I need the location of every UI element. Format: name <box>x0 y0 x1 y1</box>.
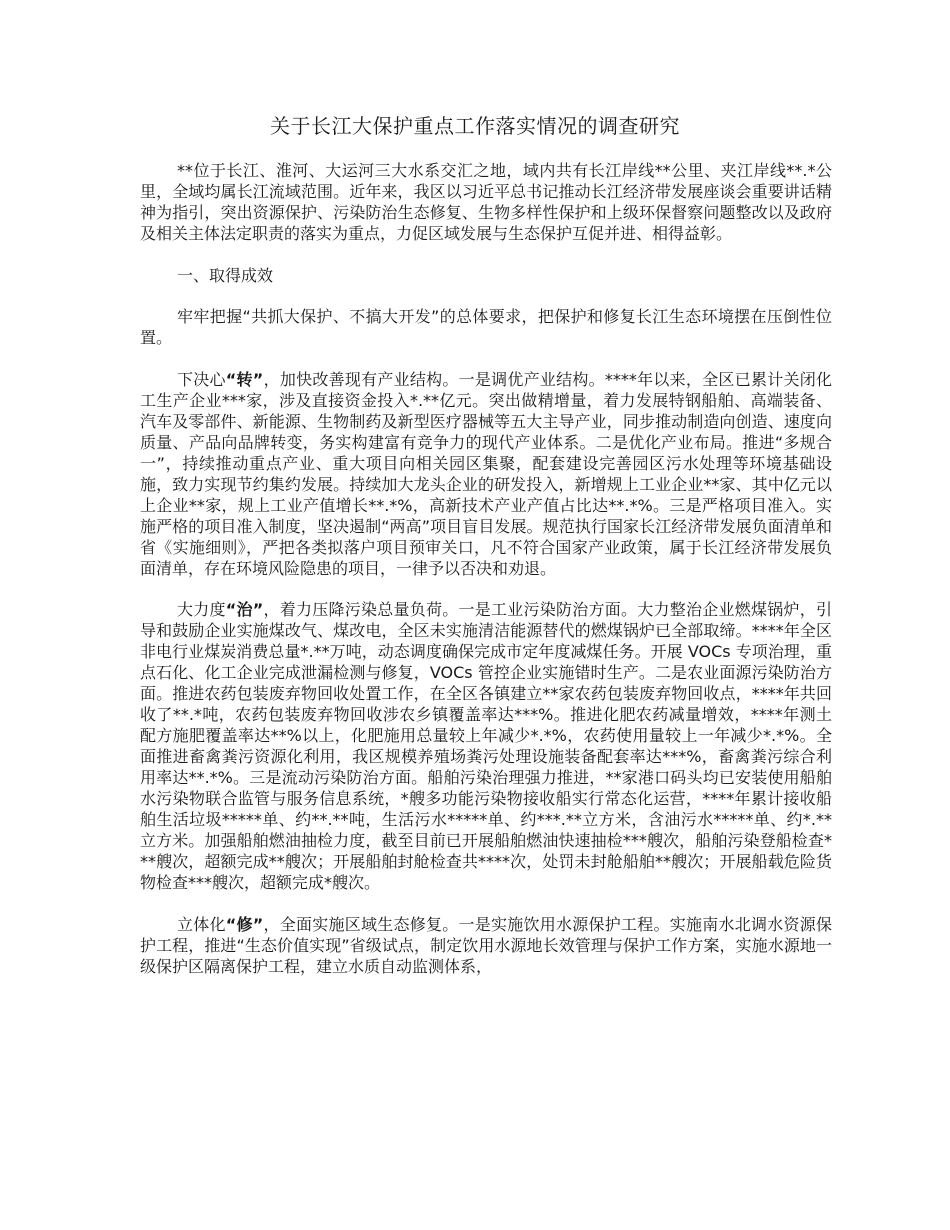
document-title: 关于长江大保护重点工作落实情况的调查研究 <box>270 114 680 138</box>
paragraph-lead-word: 大力度 <box>177 600 226 619</box>
paragraph-keyword: “治” <box>225 600 264 619</box>
paragraph-text: ，着力压降污染总量负荷。一是工业污染防治方面。大力整治企业燃煤锅炉，引导和鼓励企业实施煤改气、煤改电，全区未实施清洁能源替代的燃煤锅炉已全部取缔。****年全区非电行业煤炭消费总量*.**万吨，动态调度确保完成市定年度减煤任务。开展 VOCs 专项治理，重点石化、化工企业完成泄漏检测与修复，VOCs 管控企业实施错时生产。二是农业面源污染防治方面。推进农药包装废弃物回收处置工作，在全区各镇建立**家农药包装废弃物回收点，****年共回收了**.*吨，农药包装废弃物回收涉农乡镇覆盖率达***%。推进化肥农药减量增效，****年测土配方施肥覆盖率达**%以上，化肥施用总量较上年减少*.*%，农药使用量较上一年减少*.*%。全面推进畜禽粪污资源化利用，我区规模养殖场粪污处理设施装备配套率达***%，畜禽粪污综合利用率达**.*%。三是流动污染防治方面。船舶污染治理强力推进，**家港口码头均已安装使用船舶水污染物联合监管与服务信息系统，*艘多功能污染物接收船实行常态化运营，****年累计接收船舶生活垃圾*****单、约**.**吨，生活污水*****单、约***.**立方米，含油污水*****单、约*.**立方米。加强船舶燃油抽检力度，截至目前已开展船舶燃油快速抽检***艘次，船舶污染登船检查***艘次，超额完成**艘次；开展船舶封舱检查共****次，处罚未封舱船舶**艘次；开展船载危险货物检查***艘次，超额完成*艘次。 <box>140 600 832 892</box>
paragraph-lead-word: 立体化 <box>177 914 226 934</box>
intro-paragraph: **位于长江、淮河、大运河三大水系交汇之地，域内共有长江岸线**公里、夹江岸线**.*公里，全域均属长江流域范围。近年来，我区以习近平总书记推动长江经济带发展座谈会重要讲话精神为指引，突出资源保护、污染防治生态修复、生物多样性保护和上级环保督察问题整改以及政府及相关主体法定职责的落实为重点，力促区域发展与生态保护互促并进、相得益彰。 <box>140 161 832 243</box>
paragraph-keyword: “转” <box>225 369 264 389</box>
paragraph-transform <box>140 369 832 579</box>
paragraph-lead-word: 下决心 <box>177 369 226 389</box>
paragraph-restore <box>140 914 832 977</box>
section-heading: 一、取得成效 <box>177 265 274 285</box>
paragraph-keyword: “修” <box>225 914 264 934</box>
paragraph-govern <box>140 599 832 893</box>
section-lead-paragraph: 牢牢把握“共抓大保护、不搞大开发”的总体要求，把保护和修复长江生态环境摆在压倒性位置。 <box>140 307 832 347</box>
paragraph-text: ，全面实施区域生态修复。一是实施饮用水源保护工程。实施南水北调水资源保护工程，推进“生态价值实现”省级试点，制定饮用水源地长效管理与保护工作方案，实施水源地一级保护区隔离保护工程，建立水质自动监测体系， <box>140 914 832 976</box>
paragraph-text: ，加快改善现有产业结构。一是调优产业结构。****年以来，全区已累计关闭化工生产企业***家，涉及直接资金投入*.**亿元。突出做精增量，着力发展特钢船舶、高端装备、汽车及零部件、新能源、生物制药及新型医疗器械等五大主导产业，同步推动制造向创造、速度向质量、产品向品牌转变，务实构建富有竞争力的现代产业体系。二是优化产业布局。推进“多规合一”，持续推动重点产业、重大项目向相关园区集聚，配套建设完善园区污水处理等环境基础设施，致力实现节约集约发展。持续加大龙头企业的研发投入，新增规上工业企业**家、其中亿元以上企业**家，规上工业产值增长**.*%，高新技术产业产值占比达**.*%。三是严格项目准入。实施严格的项目准入制度，坚决遏制“两高”项目盲目发展。规范执行国家长江经济带发展负面清单和省《实施细则》，严把各类拟落户项目预审关口，凡不符合国家产业政策，属于长江经济带发展负面清单，存在环境风险隐患的项目，一律予以否决和劝退。 <box>140 369 832 578</box>
document-body <box>140 160 832 997</box>
